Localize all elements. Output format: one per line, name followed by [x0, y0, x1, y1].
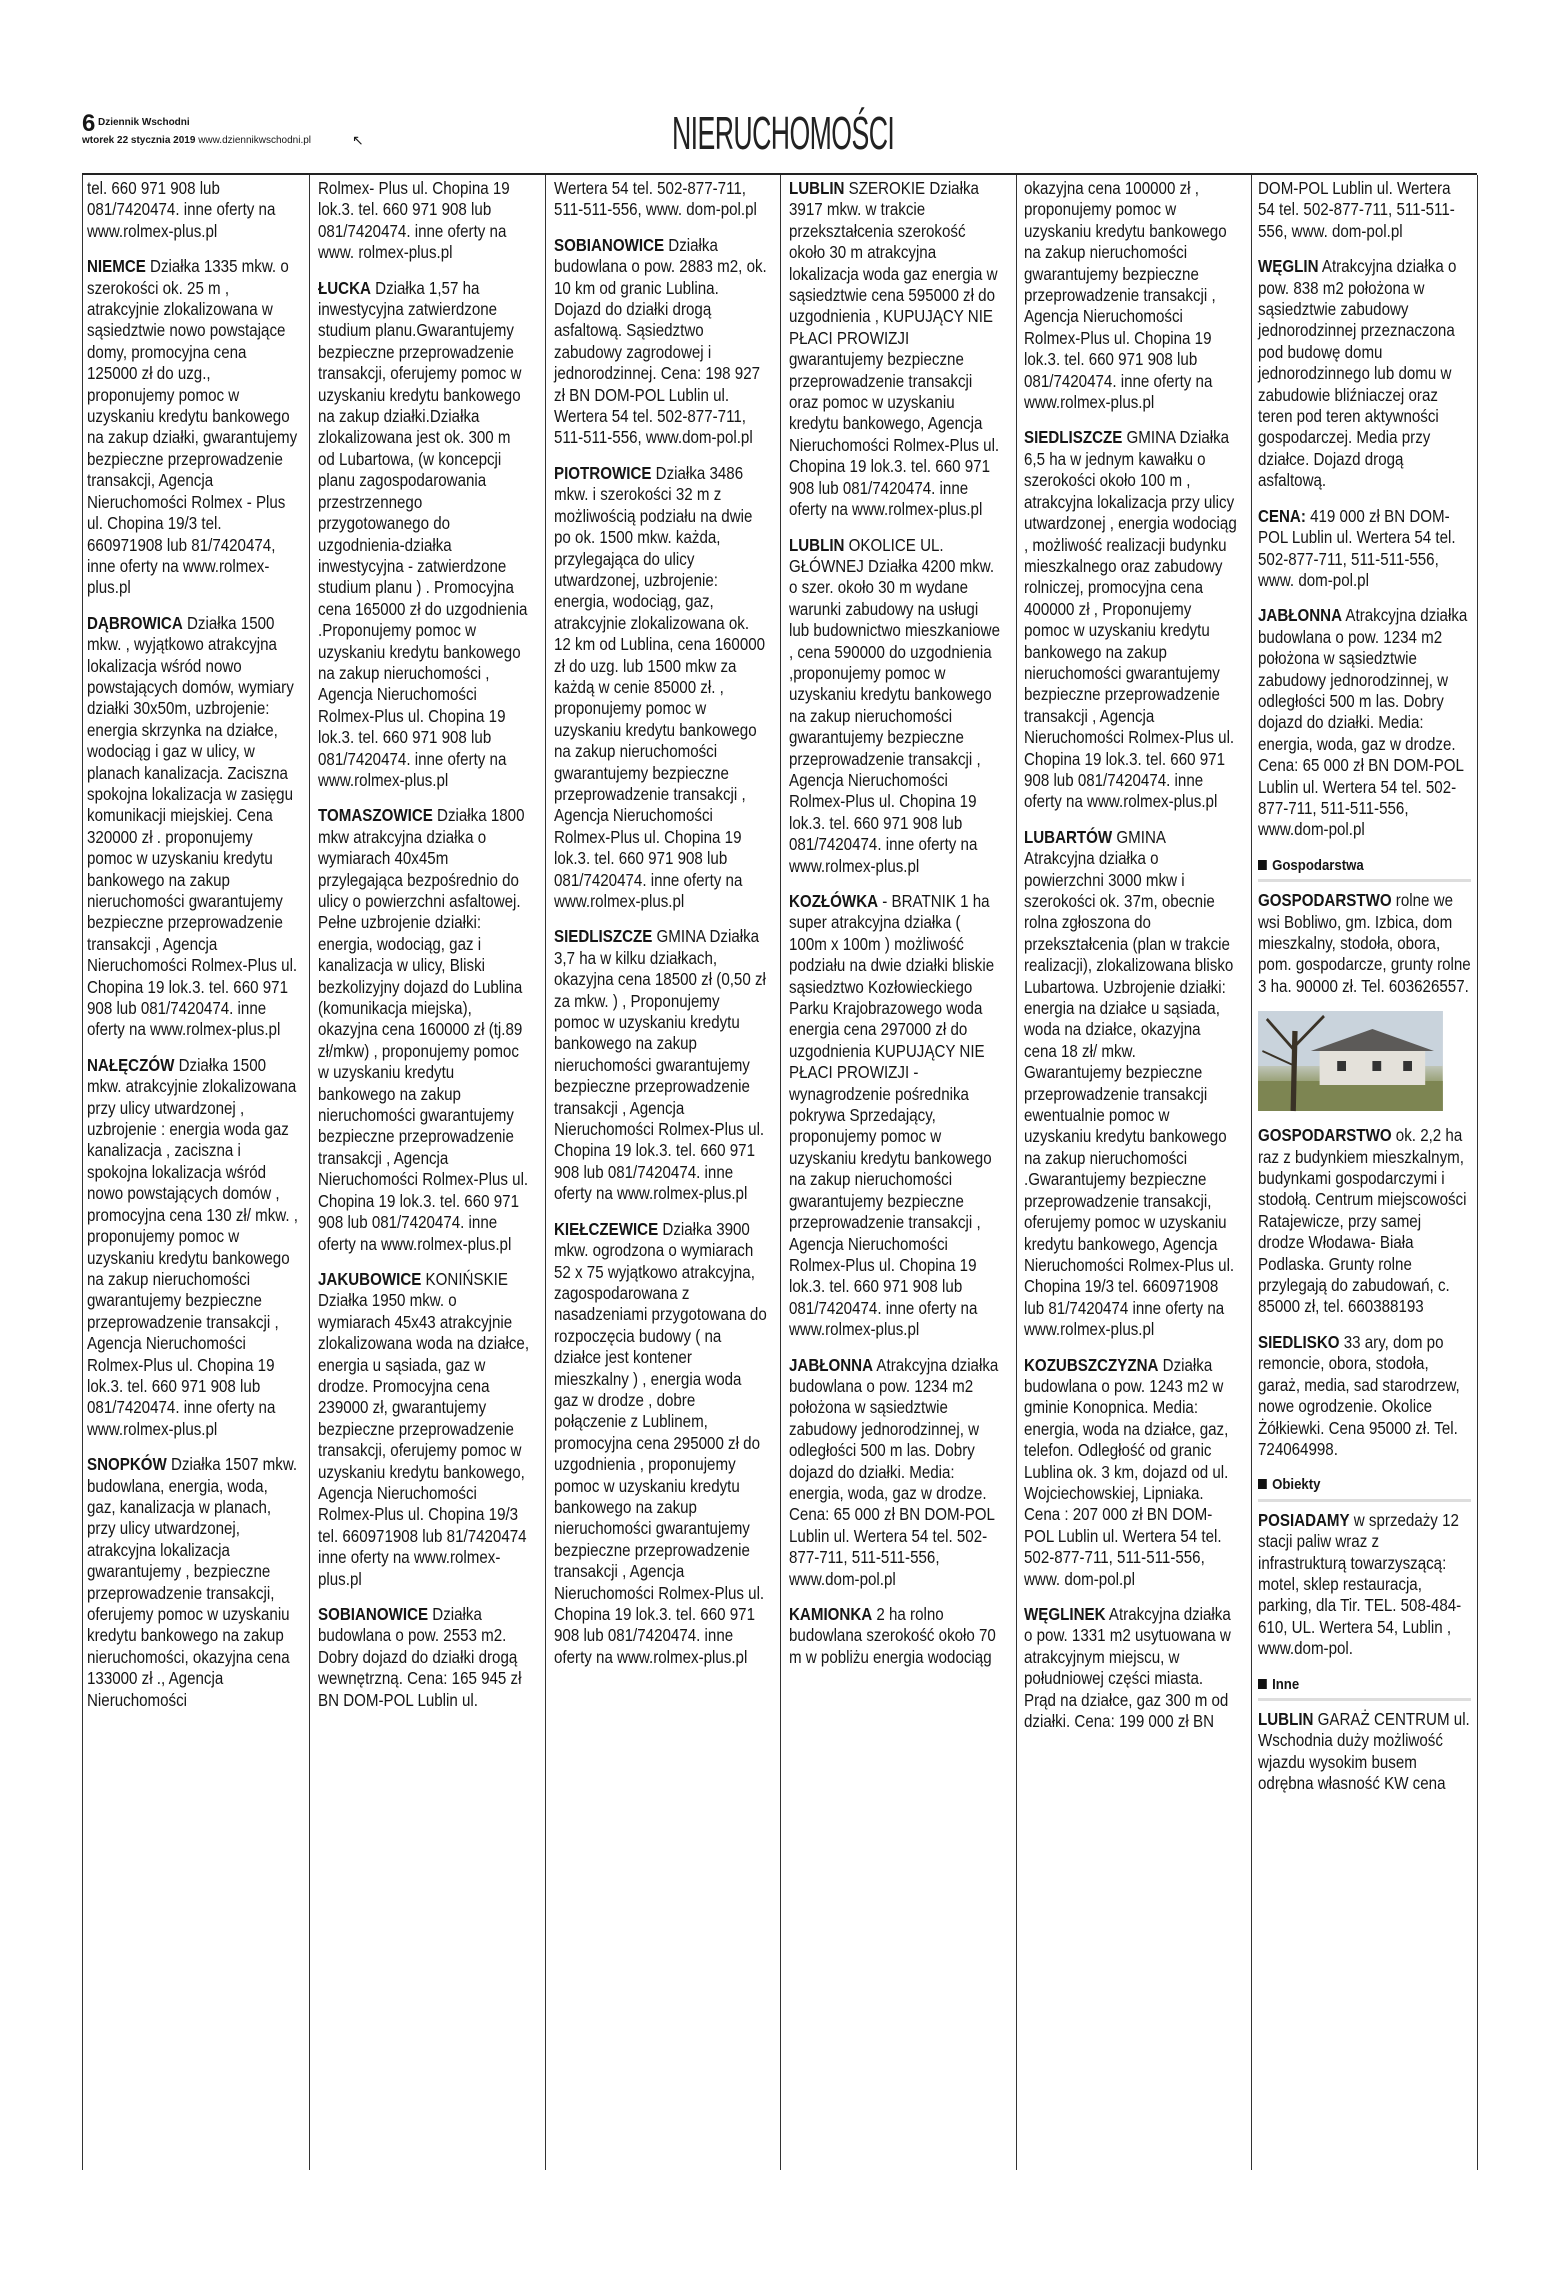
- ad-text: Działka 1335 mkw. o szerokości ok. 25 m , atrakcyjnie zlokalizowana w sąsiedztwie nowo powstające domy, promocyjna cena 125000 zł do uzg., proponujemy pomoc w uzyskaniu kredytu bankowego na zakup działki, gwarantujemy bezpieczne przeprowadzenie transakcji, Agencja Nieruchomości Rolmex - Plus ul. Chopina 19/3 tel. 660971908 lub 81/7420474, inne oferty na www.rolmex-plus.pl: [87, 256, 298, 598]
- ad-keyword: JABŁONNA: [1258, 605, 1343, 626]
- ad-text: KONIŃSKIE Działka 1950 mkw. o wymiarach 45x43 atrakcyjnie zlokalizowana woda na działce, energia u sąsiada, gaz w drodze. Promocyjna cena 239000 zł, gwarantujemy bezpieczne przeprowadzenie transakcji, oferujemy pomoc w uzyskaniu kredytu bankowego, Agencja Nieruchomości Rolmex-Plus ul. Chopina 19/3 tel. 660971908 lub 81/7420474 inne oferty na www.rolmex-plus.pl: [318, 1268, 530, 1589]
- ad-text: okazyjna cena 100000 zł , proponujemy pomoc w uzyskaniu kredytu bankowego na zakup nieruchomości gwarantujemy bezpieczne przeprowadzenie transakcji , Agencja Nieruchomości Rolmex-Plus ul. Chopina 19 lok.3. tel. 660 971 908 lub 081/7420474. inne oferty na www.rolmex-plus.pl: [1024, 178, 1227, 413]
- ad-text: 2 ha rolno budowlana szerokość około 70 m w pobliżu energia wodociąg: [789, 1604, 996, 1667]
- site-url[interactable]: www.dziennikwschodni.pl: [198, 135, 312, 146]
- ad-text: Atrakcyjna działka budowlana o pow. 1234 m2 położona w sąsiedztwie zabudowy jednorodzinnej, w odległości 500 m las. Dobry dojazd do działki. Media: energia, woda, gaz w drodze. Cena: 65 000 zł BN DOM-POL Lublin ul. Wertera 54 tel. 502-877-711, 511-511-556, www.dom-pol.pl: [1258, 605, 1468, 840]
- classified-ad: [318, 1604, 531, 1711]
- classified-ad: [1258, 506, 1471, 592]
- ad-keyword: WĘGLINEK: [1024, 1604, 1106, 1624]
- classified-ad: [789, 1355, 1002, 1590]
- ad-text: GMINA Działka 6,5 ha w jednym kawałku o szerokości około 100 m , atrakcyjna lokalizacja przy ulicy utwardzonej , energia wodociąg , możliwość realizacji budynku mieszkalnego oraz zabudowy rolniczej, promocyjna cena 400000 zł , Proponujemy pomoc w uzyskaniu kredytu bankowego na zakup nieruchomości gwarantujemy bezpieczne przeprowadzenie transakcji , Agencja Nieruchomości Rolmex-Plus ul. Chopina 19 lok.3. tel. 660 971 908 lub 081/7420474. inne oferty na www.rolmex-plus.pl: [1024, 427, 1237, 812]
- classified-ad: [87, 256, 300, 599]
- ad-keyword: JABŁONNA: [789, 1354, 874, 1375]
- issue-date-line: [82, 135, 311, 146]
- ad-text: Działka 1,57 ha inwestycyjna zatwierdzone studium planu.Gwarantujemy bezpieczne przeprowadzenie transakcji, oferujemy pomoc w uzyskaniu kredytu bankowego na zakup działki.Działka zlokalizowana jest ok. 300 m od Lubartowa, (w koncepcji planu zagospodarowania przestrzennego przygotowanego do uzgodnienia-działka inwestycyjna - zatwierdzone studium planu ) . Promocyjna cena 165000 zł do uzgodnienia .Proponujemy pomoc w uzyskaniu kredytu bankowego na zakup nieruchomości , Agencja Nieruchomości Rolmex-Plus ul. Chopina 19 lok.3. tel. 660 971 908 lub 081/7420474. inne oferty na www.rolmex-plus.pl: [318, 277, 528, 790]
- ad-keyword: SNOPKÓW: [87, 1454, 167, 1475]
- classified-ad: [789, 1604, 1002, 1668]
- ad-keyword: TOMASZOWICE: [318, 805, 433, 826]
- ad-keyword: SOBIANOWICE: [318, 1604, 429, 1624]
- classified-ad: [1024, 1355, 1237, 1590]
- page-number: 6: [82, 110, 96, 137]
- issue-date: wtorek 22 stycznia 2019: [82, 135, 196, 146]
- column-rule: [1016, 175, 1017, 2170]
- ad-keyword: DĄBROWICA: [87, 612, 183, 633]
- column-rule: [545, 175, 546, 2170]
- publication-name: Dziennik Wschodni: [98, 117, 190, 128]
- classified-ad: [789, 178, 1002, 521]
- ad-text: DOM-POL Lublin ul. Wertera 54 tel. 502-877-711, 511-511-556, www. dom-pol.pl: [1258, 178, 1455, 241]
- classified-ad: [789, 535, 1002, 878]
- ad-keyword: ŁUCKA: [318, 277, 371, 298]
- ad-keyword: LUBARTÓW: [1024, 826, 1113, 847]
- ad-text: Działka 1500 mkw. , wyjątkowo atrakcyjna lokalizacja wśród nowo powstających domów, wymiary działki 30x50m, uzbrojenie: energia skrzynka na działce, wodociąg i gaz w ulicy, w planach kanalizacja. Zaciszna spokojna lokalizacja w zasięgu komunikacji miejskiej. Cena 320000 zł . proponujemy pomoc w uzyskaniu kredytu bankowego na zakup nieruchomości gwarantujemy bezpieczne przeprowadzenie transakcji , Agencja Nieruchomości Rolmex-Plus ul. Chopina 19 lok.3. tel. 660 971 908 lub 081/7420474. inne oferty na www.rolmex-plus.pl: [87, 612, 298, 1040]
- ad-text: Działka 3900 mkw. ogrodzona o wymiarach 52 x 75 wyjątkowo atrakcyjna, zagospodarowana z nasadzeniami przygotowana do rozpoczęcia budowy ( na działce jest kontener mieszkalny ) , energia woda gaz w drodze , dobre połączenie z Lublinem, promocyjna cena 295000 zł do uzgodnienia , proponujemy pomoc w uzyskaniu kredytu bankowego na zakup nieruchomości gwarantujemy bezpieczne przeprowadzenie transakcji , Agencja Nieruchomości Rolmex-Plus ul. Chopina 19 lok.3. tel. 660 971 908 lub 081/7420474. inne oferty na www.rolmex-plus.pl: [554, 1218, 767, 1667]
- ad-keyword: GOSPODARSTWO: [1258, 1125, 1392, 1146]
- ad-text: Rolmex- Plus ul. Chopina 19 lok.3. tel. 660 971 908 lub 081/7420474. inne oferty na www. rolmex-plus.pl: [318, 178, 510, 263]
- square-bullet-icon: [1258, 860, 1267, 870]
- ad-keyword: LUBLIN: [789, 178, 845, 198]
- farm-house-image: [1258, 1011, 1443, 1111]
- ad-text: SZEROKIE Działka 3917 mkw. w trakcie przekształcenia szerokość około 30 m atrakcyjna lokalizacja woda gaz energia w sąsiedztwie cena 595000 zł do uzgodnienia , KUPUJĄCY NIE PŁACI PROWIZJI gwarantujemy bezpieczne przeprowadzenie transakcji oraz pomoc w uzyskaniu kredytu bankowego, Agencja Nieruchomości Rolmex-Plus ul. Chopina 19 lok.3. tel. 660 971 908 lub 081/7420474. inne oferty na www.rolmex-plus.pl: [789, 178, 1000, 520]
- page-header: [82, 107, 1477, 178]
- classified-ad: [318, 805, 531, 1255]
- classified-ad: [1258, 1510, 1471, 1660]
- ad-keyword: KAMIONKA: [789, 1604, 873, 1624]
- ad-text: Działka budowlana o pow. 2553 m2. Dobry dojazd do działki drogą wewnętrzną. Cena: 165 945 zł BN DOM-POL Lublin ul.: [318, 1604, 522, 1710]
- column-5: [1024, 178, 1237, 2168]
- classified-ad: [1258, 1709, 1471, 1795]
- ad-text: GMINA Działka 3,7 ha w kilku działkach, okazyjna cena 18500 zł (0,50 zł za mkw. ) , Proponujemy pomoc w uzyskaniu kredytu bankowego na zakup nieruchomości gwarantujemy bezpieczne przeprowadzenie transakcji , Agencja Nieruchomości Rolmex-Plus ul. Chopina 19 lok.3. tel. 660 971 908 lub 081/7420474. inne oferty na www.rolmex-plus.pl: [554, 926, 766, 1204]
- classified-ad: [1258, 256, 1471, 491]
- column-1: [87, 178, 299, 2168]
- ad-text: 419 000 zł BN DOM-POL Lublin ul. Wertera 54 tel. 502-877-711, 511-511-556, www. dom-pol.pl: [1258, 505, 1456, 590]
- ad-text: Atrakcyjna działka o pow. 1331 m2 usytuowana w atrakcyjnym miejscu, w południowej części miasta. Prąd na działce, gaz 300 m od działki. Cena: 199 000 zł BN: [1024, 1604, 1231, 1732]
- column-rule: [1251, 175, 1252, 2170]
- ad-keyword: NIEMCE: [87, 256, 146, 277]
- ad-keyword: CENA:: [1258, 505, 1306, 526]
- ad-keyword: SOBIANOWICE: [554, 234, 665, 255]
- column-6: [1258, 178, 1471, 2168]
- section-header-gospodarstwa: Gospodarstwa: [1258, 855, 1471, 882]
- classified-ad: [554, 235, 767, 449]
- classified-ad: [87, 613, 300, 1041]
- classified-ad: [554, 926, 767, 1204]
- ad-text: Atrakcyjna działka o pow. 838 m2 położona w sąsiedztwie zabudowy jednorodzinnej przeznaczona pod budowę domu jednorodzinnego lub domu w zabudowie bliźniaczej oraz teren pod teren aktywności gospodarczej. Media przy działce. Dojazd drogą asfaltową.: [1258, 256, 1457, 491]
- classified-ad: [318, 178, 531, 264]
- classified-ad: [1024, 427, 1237, 812]
- column-rule: [780, 175, 781, 2170]
- ad-text: GMINA Atrakcyjna działka o powierzchni 3000 mkw i szerokości ok. 37m, obecnie rolna zgłoszona do przekształcenia (plan w trakcie realizacji), zlokalizowana blisko Lubartowa. Uzbrojenie działki: energia na działce u sąsiada, woda na działce, okazyjna cena 18 zł/ mkw. Gwarantujemy bezpieczne przeprowadzenie transakcji ewentualnie pomoc w uzyskaniu kredytu bankowego na zakup nieruchomości .Gwarantujemy bezpieczne przeprowadzenie transakcji, oferujemy pomoc w uzyskaniu kredytu bankowego, Agencja Nieruchomości Rolmex-Plus ul. Chopina 19/3 tel. 660971908 lub 81/7420474 inne oferty na www.rolmex-plus.pl: [1024, 826, 1235, 1340]
- ad-keyword: SIEDLISKO: [1258, 1331, 1340, 1352]
- column-3: [554, 178, 767, 2168]
- section-header-obiekty: Obiekty: [1258, 1474, 1471, 1501]
- column-2: [318, 178, 530, 2168]
- classified-ad: [1024, 827, 1237, 1341]
- classified-ad: [1258, 890, 1471, 997]
- ad-text: GARAŻ CENTRUM ul. Wschodnia duży możliwość wjazdu wysokim busem odrębna własność KW cena: [1258, 1708, 1470, 1794]
- ad-keyword: SIEDLISZCZE: [554, 926, 653, 947]
- column-4: [789, 178, 1001, 2168]
- ad-keyword: KOZUBSZCZYZNA: [1024, 1354, 1159, 1375]
- ad-keyword: PIOTROWICE: [554, 462, 652, 483]
- ad-text: Działka 1507 mkw. budowlana, energia, woda, gaz, kanalizacja w planach, przy ulicy utwardzonej, atrakcyjna lokalizacja gwarantujemy , bezpieczne przeprowadzenie transakcji, oferujemy pomoc w uzyskaniu kredytu bankowego na zakup nieruchomości, okazyjna cena 133000 zł ., Agencja Nieruchomości: [87, 1454, 298, 1710]
- ad-keyword: JAKUBOWICE: [318, 1268, 422, 1289]
- ad-keyword: NAŁĘCZÓW: [87, 1054, 175, 1075]
- classified-ad: [554, 463, 767, 913]
- column-rule: [82, 175, 83, 2170]
- classified-ad: [554, 178, 767, 221]
- ad-keyword: WĘGLIN: [1258, 256, 1319, 277]
- classified-ad: [87, 1055, 300, 1440]
- square-bullet-icon: [1258, 1479, 1267, 1489]
- ad-text: w sprzedaży 12 stacji paliw wraz z infrastrukturą towarzyszącą: motel, sklep restauracja, parking, dla Tir. TEL. 508-484-610, UL. Wertera 54, Lublin , www.dom-pol.: [1258, 1509, 1462, 1659]
- ad-keyword: GOSPODARSTWO: [1258, 890, 1392, 911]
- ad-keyword: LUBLIN: [1258, 1708, 1314, 1729]
- ad-text: tel. 660 971 908 lub 081/7420474. inne oferty na www.rolmex-plus.pl: [87, 178, 276, 241]
- classified-ad: [87, 1454, 300, 1711]
- ad-text: Działka 3486 mkw. i szerokości 32 m z możliwością podziału na dwie po ok. 1500 mkw. każda, przylegająca do ulicy utwardzonej, uzbrojenie: energia, wodociąg, gaz, atrakcyjnie zlokalizowana ok. 12 km od Lublina, cena 160000 zł do uzg. lub 1500 mkw za każdą w cenie 85000 zł. , proponujemy pomoc w uzyskaniu kredytu bankowego na zakup nieruchomości gwarantujemy bezpieczne przeprowadzenie transakcji , Agencja Nieruchomości Rolmex-Plus ul. Chopina 19 lok.3. tel. 660 971 908 lub 081/7420474. inne oferty na www.rolmex-plus.pl: [554, 462, 766, 911]
- ad-text: Działka budowlana o pow. 1243 m2 w gminie Konopnica. Media: energia, woda na działce, gaz, telefon. Odległość od granic Lublina ok. 3 km, dojazd od ul. Wojciechowskiej, Lipniaka. Cena : 207 000 zł BN DOM-POL Lublin ul. Wertera 54 tel. 502-877-711, 511-511-556, www. dom-pol.pl: [1024, 1354, 1229, 1589]
- classified-ad: [1024, 1604, 1237, 1732]
- section-header-inne: Inne: [1258, 1674, 1471, 1701]
- ad-text: Atrakcyjna działka budowlana o pow. 1234 m2 położona w sąsiedztwie zabudowy jednorodzinnej, w odległości 500 m las. Dobry dojazd do działki. Media: energia, woda, gaz w drodze. Cena: 65 000 zł BN DOM-POL Lublin ul. Wertera 54 tel. 502-877-711, 511-511-556, www.dom-pol.pl: [789, 1354, 999, 1589]
- ad-keyword: POSIADAMY: [1258, 1509, 1350, 1530]
- classified-ad: [87, 178, 300, 242]
- ad-text: Działka 1800 mkw atrakcyjna działka o wymiarach 40x45m przylegająca bezpośrednio do ulicy o powierzchni asfaltowej. Pełne uzbrojenie działki: energia, wodociąg, gaz i kanalizacja w ulicy, Bliski bezkolizyjny dojazd do Lublina (komunikacja miejska), okazyjna cena 160000 zł (tj.89 zł/mkw) , proponujemy pomoc w uzyskaniu kredytu bankowego na zakup nieruchomości gwarantujemy bezpieczne przeprowadzenie transakcji , Agencja Nieruchomości Rolmex-Plus ul. Chopina 19 lok.3. tel. 660 971 908 lub 081/7420474. inne oferty na www.rolmex-plus.pl: [318, 805, 529, 1254]
- classified-ad: [1258, 178, 1471, 242]
- ad-text: Działka budowlana o pow. 2883 m2, ok. 10 km od granic Lublina. Dojazd do działki drogą asfaltową. Sąsiedztwo zabudowy zagrodowej i jednorodzinnej. Cena: 198 927 zł BN DOM-POL Lublin ul. Wertera 54 tel. 502-877-711, 511-511-556, www.dom-pol.pl: [554, 234, 767, 448]
- classified-ad: [789, 891, 1002, 1341]
- ad-text: OKOLICE UL. GŁÓWNEJ Działka 4200 mkw. o szer. około 30 m wydane warunki zabudowy na usługi lub budownictwo mieszkaniowe , cena 590000 do uzgodnienia ,proponujemy pomoc w uzyskaniu kredytu bankowego na zakup nieruchomości gwarantujemy bezpieczne przeprowadzenie transakcji , Agencja Nieruchomości Rolmex-Plus ul. Chopina 19 lok.3. tel. 660 971 908 lub 081/7420474. inne oferty na www.rolmex-plus.pl: [789, 534, 1001, 876]
- cursor-icon: ↖: [352, 132, 364, 148]
- ad-text: - BRATNIK 1 ha super atrakcyjna działka ( 100m x 100m ) możliwość podziału na dwie działki bliskie sąsiedztwo Kozłowieckiego Parku Krajobrazowego woda energia cena 297000 zł do uzgodnienia KUPUJĄCY NIE PŁACI PROWIZJI -wynagrodzenie pośrednika pokrywa Sprzedający, proponujemy pomoc w uzyskaniu kredytu bankowego na zakup nieruchomości gwarantujemy bezpieczne przeprowadzenie transakcji , Agencja Nieruchomości Rolmex-Plus ul. Chopina 19 lok.3. tel. 660 971 908 lub 081/7420474. inne oferty na www.rolmex-plus.pl: [789, 891, 995, 1340]
- column-rule: [309, 175, 310, 2170]
- square-bullet-icon: [1258, 1679, 1267, 1689]
- ad-text: Działka 1500 mkw. atrakcyjnie zlokalizowana przy ulicy utwardzonej , uzbrojenie : energia woda gaz kanalizacja , zaciszna i spokojna lokalizacja wśród nowo powstających domów , promocyjna cena 130 zł/ mkw. , proponujemy pomoc w uzyskaniu kredytu bankowego na zakup nieruchomości gwarantujemy bezpieczne przeprowadzenie transakcji , Agencja Nieruchomości Rolmex-Plus ul. Chopina 19 lok.3. tel. 660 971 908 lub 081/7420474. inne oferty na www.rolmex-plus.pl: [87, 1054, 299, 1439]
- ad-text: ok. 2,2 ha raz z budynkiem mieszkalnym, budynkami gospodarczymi i stodołą. Centrum miejscowości Ratajewicze, przy samej drodze Włodawa- Biała Podlaska. Grunty rolne przylegają do zabudowań, c. 85000 zł, tel. 660388193: [1258, 1125, 1467, 1317]
- ad-text: 33 ary, dom po remoncie, obora, stodoła, garaż, media, sad starodrzew, nowe ogrodzenie. Okolice Żółkiewki. Cena 95000 zł. Tel. 724064998.: [1258, 1331, 1460, 1459]
- ad-text: Wertera 54 tel. 502-877-711, 511-511-556, www. dom-pol.pl: [554, 178, 757, 220]
- ad-keyword: SIEDLISZCZE: [1024, 427, 1123, 448]
- section-title: NIERUCHOMOŚCI: [672, 107, 895, 159]
- classified-ad: [318, 278, 531, 792]
- ad-keyword: KIEŁCZEWICE: [554, 1218, 659, 1239]
- classified-ad: [1258, 1332, 1471, 1460]
- classified-ad: [318, 1269, 531, 1590]
- ad-keyword: KOZŁÓWKA: [789, 891, 879, 911]
- classified-ad: [1258, 605, 1471, 840]
- ad-text: rolne we wsi Bobliwo, gm. Izbica, dom mieszkalny, stodoła, obora, pom. gospodarcze, grunty rolne 3 ha. 90000 zł. Tel. 603626557.: [1258, 890, 1471, 996]
- classified-ad: [1024, 178, 1237, 413]
- ad-keyword: LUBLIN: [789, 534, 845, 555]
- farm-photo: [1258, 1011, 1443, 1111]
- column-rule: [1477, 175, 1478, 2170]
- classified-ad: [554, 1219, 767, 1669]
- classified-ad: [1258, 1125, 1471, 1318]
